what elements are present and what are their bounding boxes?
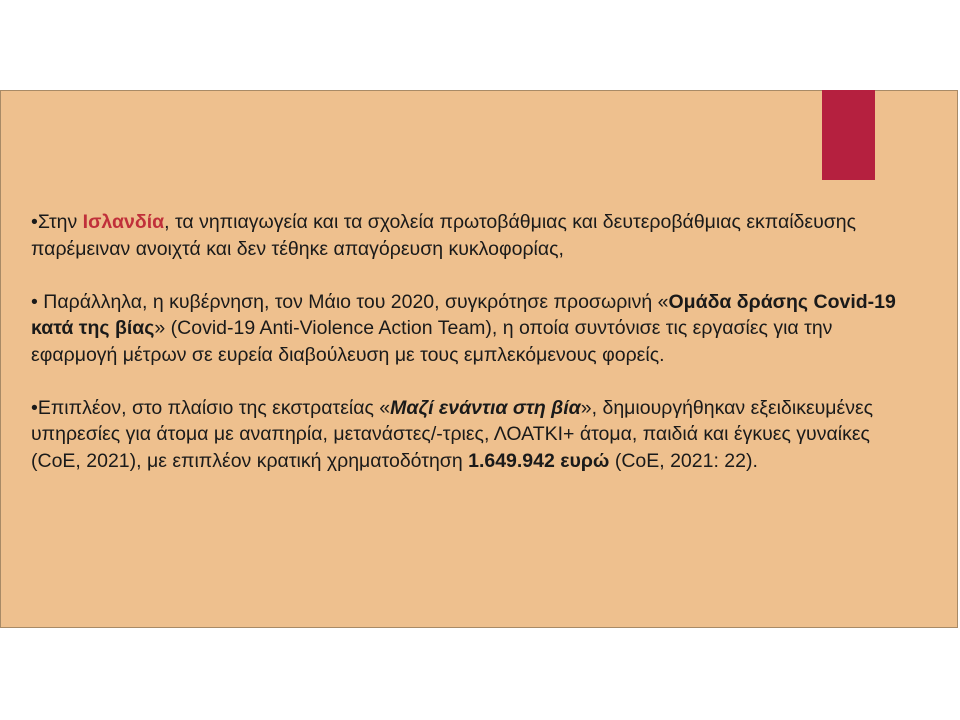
paragraph-iceland [31, 209, 911, 262]
p3-amount: 1.649.942 ευρώ [468, 449, 610, 472]
accent-tab [822, 90, 875, 180]
p3-campaign: Μαζί ενάντια στη βία [390, 396, 581, 419]
paragraph-campaign [31, 395, 911, 475]
p1-country: Ισλανδία [82, 211, 165, 233]
p1-rest: , τα νηπιαγωγεία και τα σχολεία πρωτοβάθμιας και δευτεροβάθμιας εκπαίδευσης παρέμειναν ανοιχτά και δεν τέθηκε απαγόρευση κυκλοφορίας, [31, 211, 857, 260]
paragraph-action-team [31, 289, 911, 369]
p1-prefix: •Στην [31, 211, 83, 233]
p2-rest: » (Covid-19 Anti-Violence Action Team), η οποία συντόνισε τις εργασίες για την εφαρμογή μέτρων σε ευρεία διαβούλευση με τους εμπλεκόμενους φορείς. [31, 317, 833, 366]
slide-body-text [31, 209, 911, 501]
p3-prefix: •Επιπλέον, στο πλαίσιο της εκστρατείας « [31, 396, 391, 419]
p2-team-name: Ομάδα δράσης Covid-19 κατά της βίας [31, 290, 896, 339]
p2-prefix: • Παράλληλα, η κυβέρνηση, τον Μάιο του 2020, συγκρότησε προσωρινή « [31, 290, 669, 313]
p3-middle: », δημιουργήθηκαν εξειδικευμένες υπηρεσίες για άτομα με αναπηρία, μετανάστες/-τριες, ΛΟΑΤΚΙ+ άτομα, παιδιά και έγκυες γυναίκες (CoE, 2021), με επιπλέον κρατική χρηματοδότηση [31, 396, 874, 472]
p3-rest: (CoE, 2021: 22). [609, 449, 758, 472]
